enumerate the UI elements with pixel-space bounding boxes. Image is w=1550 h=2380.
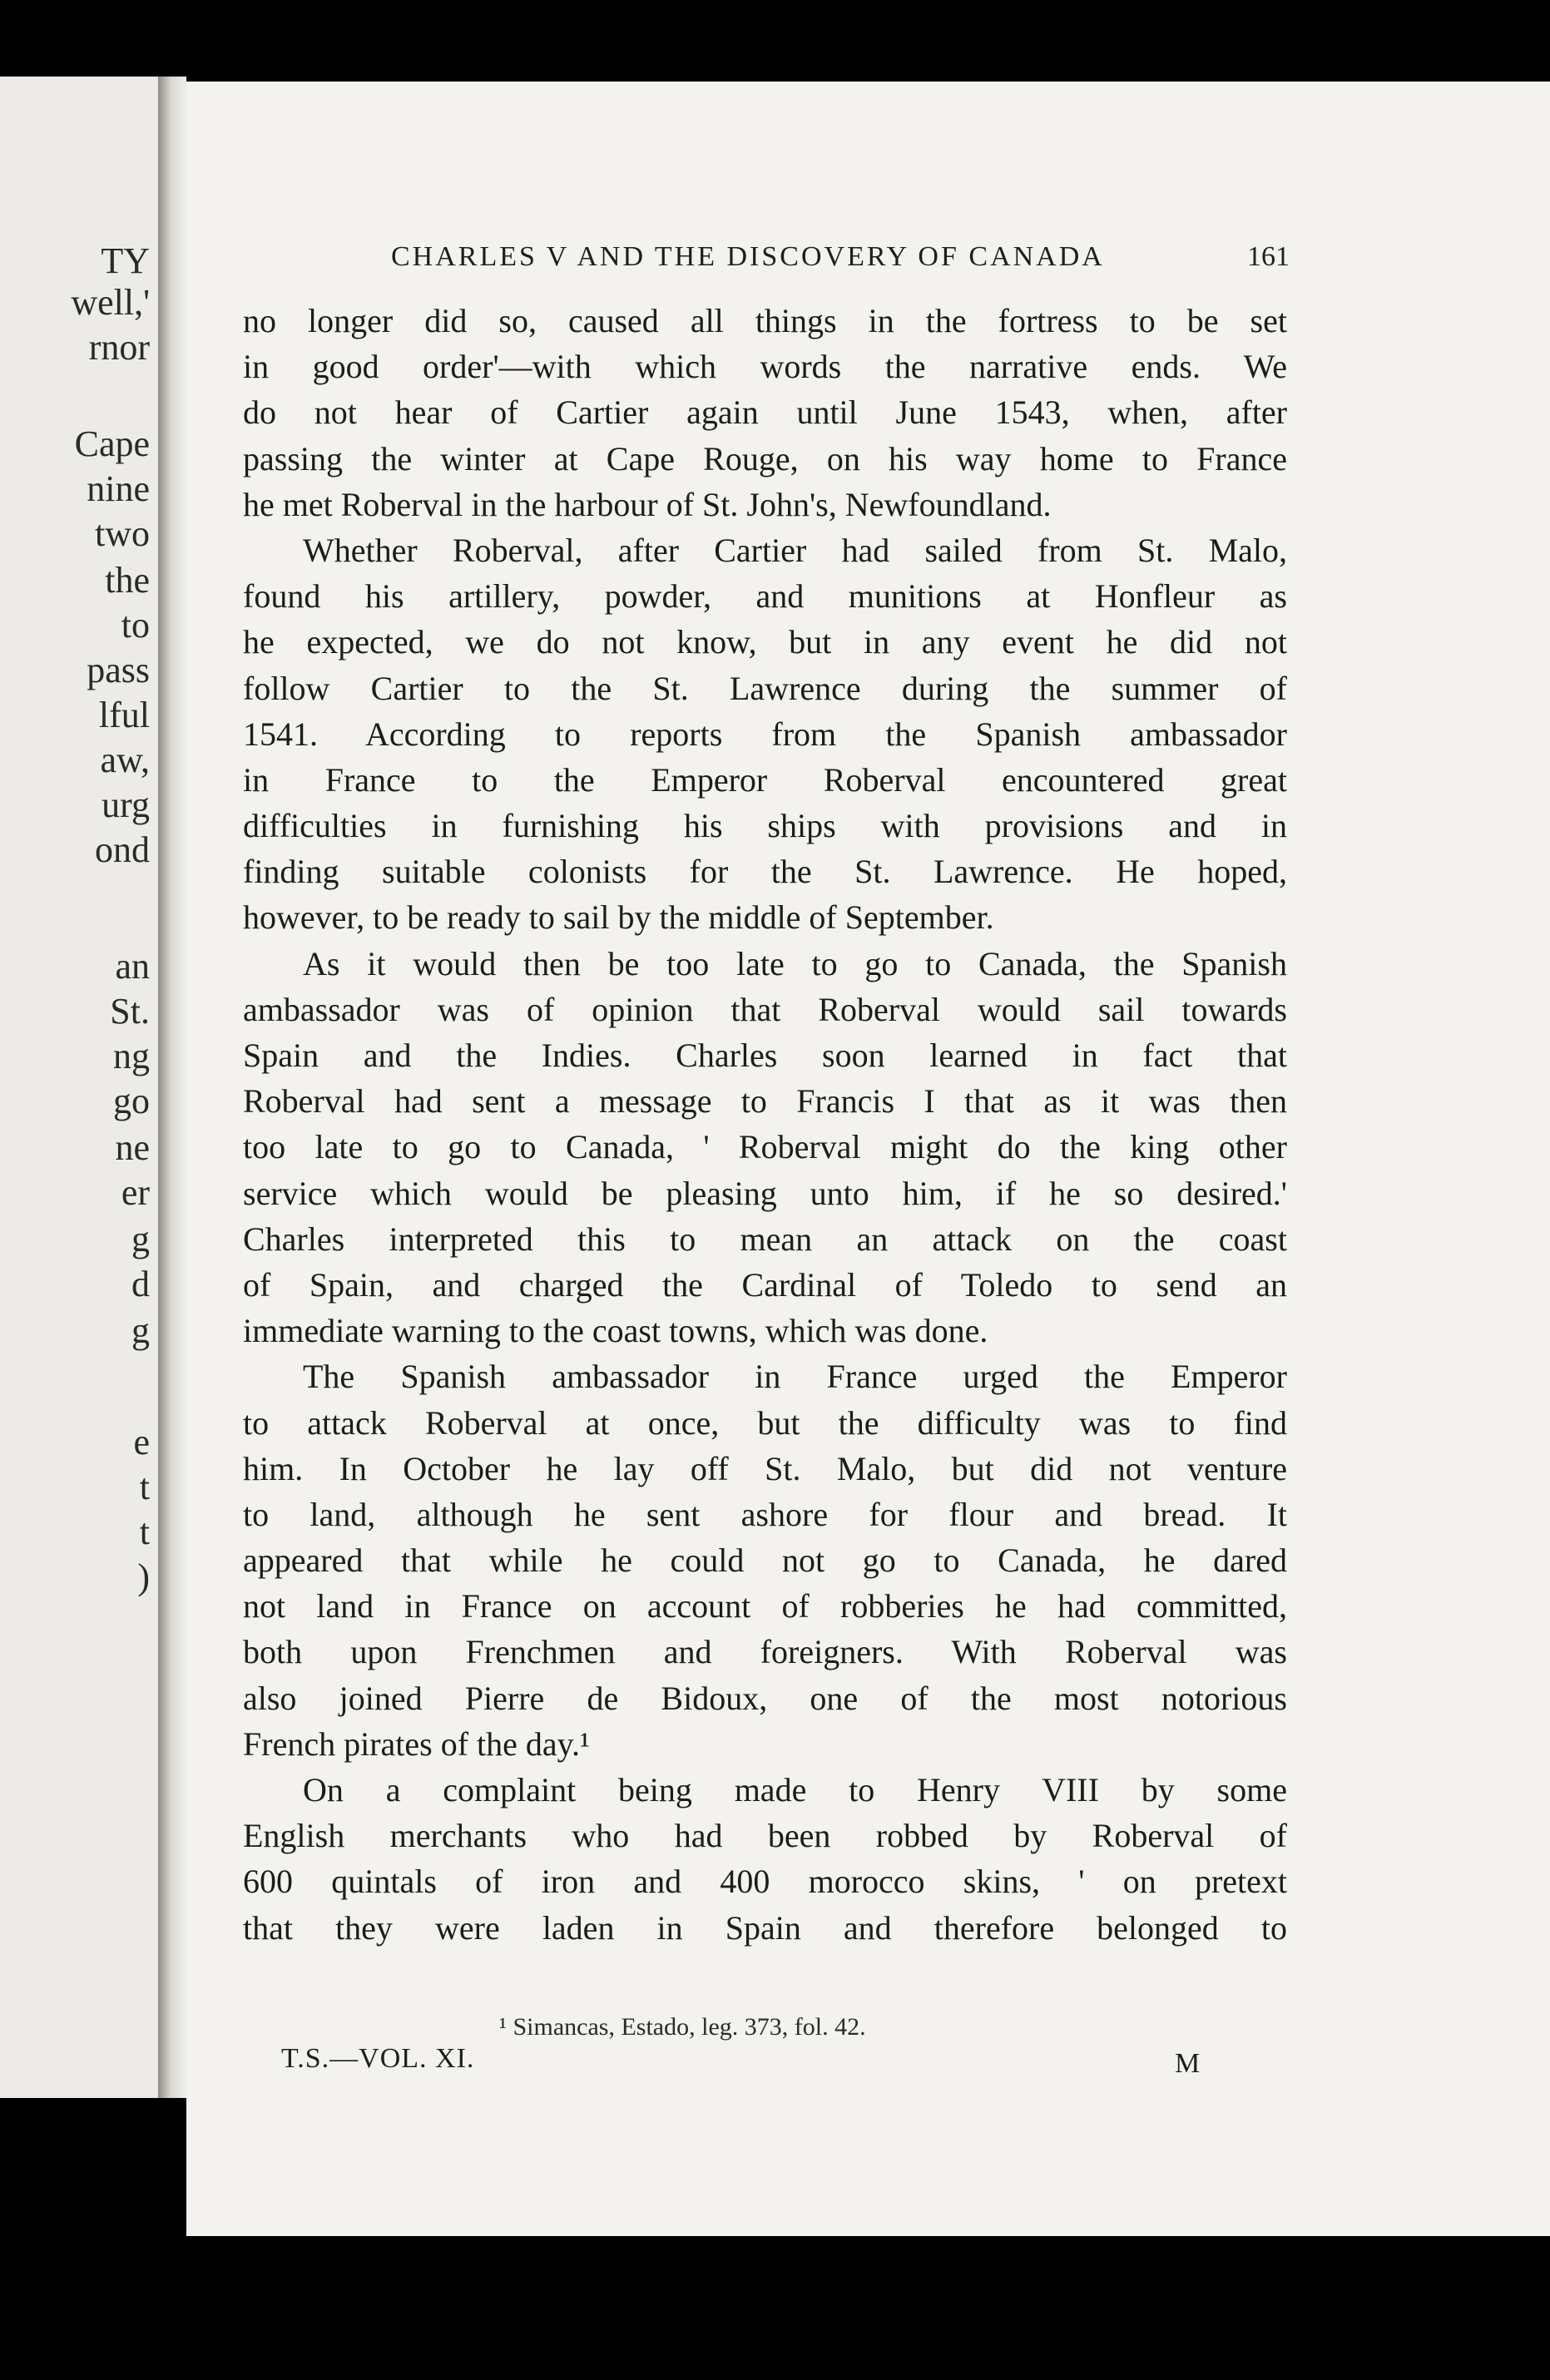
page-number: 161	[1247, 241, 1290, 272]
text-line: As it would then be too late to go to Canada, the Spanish	[303, 944, 1287, 982]
text-line: Roberval had sent a message to Francis I that as it was then	[243, 1082, 1287, 1121]
running-title: CHARLES V AND THE DISCOVERY OF CANADA	[391, 241, 1105, 272]
signature-mark-letter: M	[1175, 2048, 1201, 2079]
facing-page-fragment: ond	[95, 829, 150, 870]
facing-page-fragment: two	[95, 513, 150, 554]
text-line: follow Cartier to the St. Lawrence during the summer of	[243, 669, 1287, 707]
facing-page-fragment: an	[115, 946, 150, 987]
text-line: of Spain, and charged the Cardinal of Toledo to send an	[243, 1265, 1287, 1304]
facing-page-fragment: d	[131, 1264, 150, 1304]
facing-page-fragment: t	[139, 1512, 150, 1552]
text-line: to attack Roberval at once, but the difficulty was to find	[243, 1403, 1287, 1442]
text-line: service which would be pleasing unto him, if he so desired.'	[243, 1174, 1287, 1212]
signature-mark-volume: T.S.—VOL. XI.	[281, 2043, 475, 2074]
facing-page-fragment: ne	[115, 1127, 150, 1168]
facing-page-fragment: t	[139, 1467, 150, 1507]
page-header	[391, 241, 1290, 288]
facing-page-fragment: pass	[87, 650, 150, 690]
text-line: he met Roberval in the harbour of St. John's, Newfoundland.	[243, 485, 1052, 523]
facing-page-fragment: rnor	[88, 327, 150, 368]
facing-page-fragment: nine	[87, 468, 150, 509]
text-line: found his artillery, powder, and munitions at Honfleur as	[243, 577, 1287, 616]
text-line: that they were laden in Spain and therefore belonged to	[243, 1908, 1287, 1947]
text-line: English merchants who had been robbed by Roberval of	[243, 1817, 1287, 1855]
facing-page-fragment: St.	[110, 991, 150, 1032]
text-line: in good order'—with which words the narrative ends. We	[243, 348, 1287, 386]
text-line: appeared that while he could not go to Canada, he dared	[243, 1541, 1287, 1580]
body-text	[243, 298, 1287, 1951]
facing-page-fragment: urg	[102, 784, 150, 825]
text-line: On a complaint being made to Henry VIII by some	[303, 1771, 1287, 1809]
facing-page-fragment: go	[113, 1081, 150, 1121]
facing-page-fragment: lful	[98, 695, 150, 735]
text-line: French pirates of the day.¹	[243, 1724, 591, 1763]
text-line: Charles interpreted this to mean an attack on the coast	[243, 1220, 1287, 1258]
text-line: no longer did so, caused all things in the fortress to be set	[243, 302, 1287, 339]
facing-page-fragment: to	[121, 605, 150, 646]
text-line: finding suitable colonists for the St. Lawrence. He hoped,	[243, 853, 1287, 891]
text-line: ambassador was of opinion that Roberval would sail towards	[243, 990, 1287, 1028]
footnote: ¹ Simancas, Estado, leg. 373, fol. 42.	[499, 2013, 866, 2041]
facing-page-fragment: ng	[113, 1036, 150, 1076]
text-line: passing the winter at Cape Rouge, on his way home to France	[243, 439, 1287, 477]
facing-page-fragment: aw,	[100, 740, 150, 780]
facing-page-fragment: g	[131, 1219, 150, 1259]
facing-page-fragment: the	[105, 560, 150, 601]
book-spine-shadow	[158, 77, 186, 2098]
text-line: too late to go to Canada, ' Roberval might do the king other	[243, 1128, 1287, 1166]
text-line: him. In October he lay off St. Malo, but did not venture	[243, 1449, 1287, 1487]
text-line: he expected, we do not know, but in any event he did not	[243, 623, 1287, 661]
text-line: not land in France on account of robberies he had committed,	[243, 1587, 1287, 1625]
facing-page-fragment: er	[121, 1172, 150, 1213]
text-line: 1541. According to reports from the Spanish ambassador	[243, 715, 1287, 753]
text-line: immediate warning to the coast towns, which was done.	[243, 1312, 988, 1350]
text-line: do not hear of Cartier again until June 1543, when, after	[243, 393, 1287, 432]
text-line: also joined Pierre de Bidoux, one of the most notorious	[243, 1679, 1287, 1717]
facing-page-edge	[0, 77, 158, 2098]
facing-page-fragment: e	[133, 1422, 150, 1462]
facing-page-fragment: well,'	[71, 282, 150, 323]
text-line: to land, although he sent ashore for flour and bread. It	[243, 1495, 1287, 1533]
text-line: however, to be ready to sail by the middle of September.	[243, 898, 994, 937]
text-line: 600 quintals of iron and 400 morocco skins, ' on pretext	[243, 1863, 1287, 1901]
text-line: both upon Frenchmen and foreigners. With Roberval was	[243, 1633, 1287, 1671]
facing-page-fragment: )	[137, 1556, 150, 1597]
facing-page-fragment: Cape	[74, 423, 150, 464]
text-line: difficulties in furnishing his ships with provisions and in	[243, 807, 1287, 845]
text-line: in France to the Emperor Roberval encountered great	[243, 760, 1287, 799]
text-line: Whether Roberval, after Cartier had sailed from St. Malo,	[303, 531, 1287, 569]
text-line: Spain and the Indies. Charles soon learned in fact that	[243, 1037, 1287, 1074]
facing-page-fragment: g	[131, 1310, 150, 1351]
facing-page-fragment: TY	[101, 240, 150, 281]
text-line: The Spanish ambassador in France urged the Emperor	[303, 1358, 1287, 1396]
